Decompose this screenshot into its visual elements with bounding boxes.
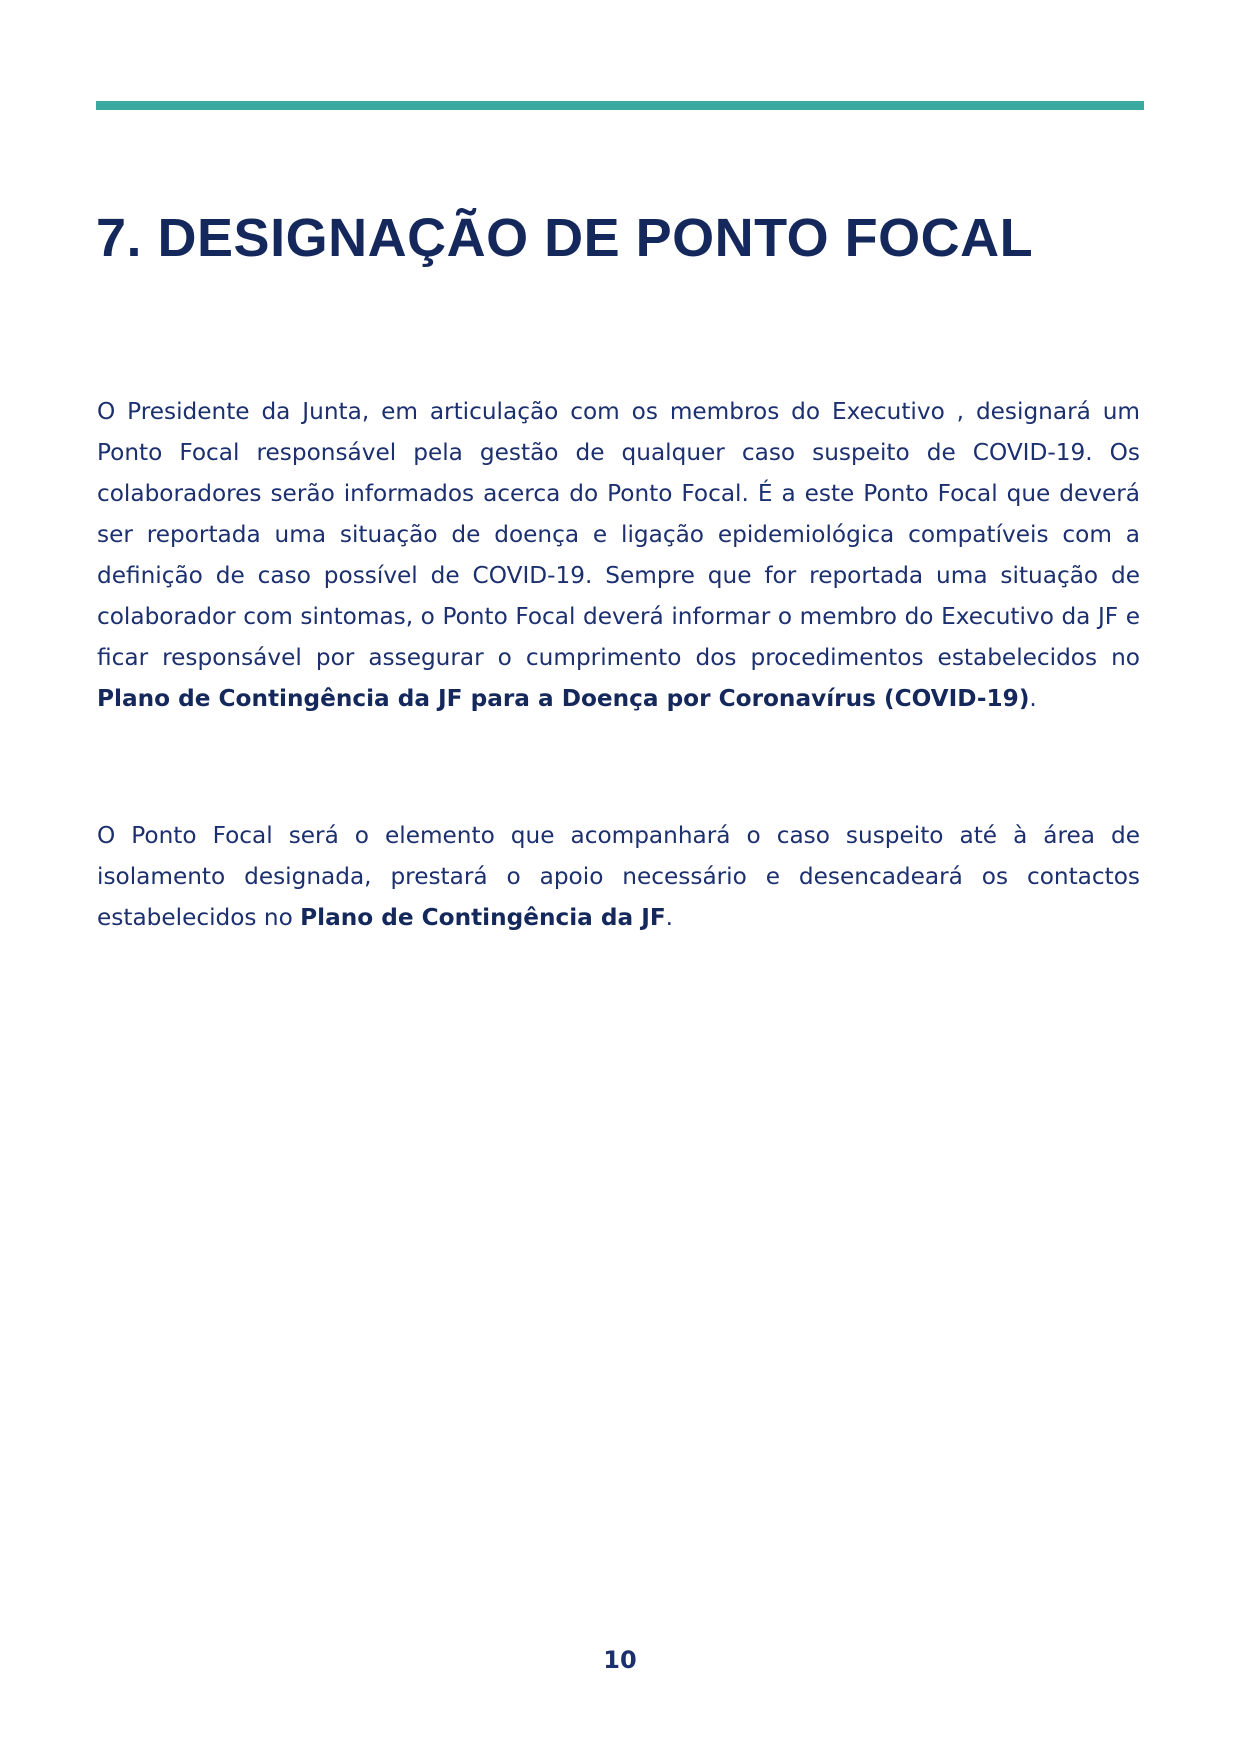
paragraph-text: O Ponto Focal será o elemento que acompanhará o caso suspeito até à área de isolamento designada, prestará o apoio necessário e desencadeará os contactos estabelecidos no — [97, 822, 1140, 931]
contingency-plan-reference: Plano de Contingência da JF para a Doença por Coronavírus (COVID-19) — [97, 685, 1030, 712]
paragraph-text-end: . — [665, 904, 674, 931]
paragraph-text: O Presidente da Junta, em articulação com os membros do Executivo , designará um Ponto Focal responsável pela gestão de qualquer caso suspeito de COVID-19. Os colaboradores serão informados acerca do Ponto Focal. É a este Ponto Focal que deverá ser reportada uma situação de doença e ligação epidemiológica compatíveis com a definição de caso possível de COVID-19. Sempre que for reportada uma situação de colaborador com sintomas, o Ponto Focal deverá informar o membro do Executivo da JF e ficar responsável por assegurar o cumprimento dos procedimentos estabelecidos no — [97, 398, 1140, 671]
contingency-plan-reference: Plano de Contingência da JF — [300, 904, 666, 931]
paragraph-text-end: . — [1029, 685, 1037, 712]
section-title: 7. DESIGNAÇÃO DE PONTO FOCAL — [96, 208, 1034, 268]
page-number: 10 — [603, 1646, 637, 1674]
paragraph-ponto-focal-designation — [97, 391, 1140, 719]
header-divider — [96, 101, 1144, 110]
paragraph-ponto-focal-role — [97, 815, 1140, 938]
